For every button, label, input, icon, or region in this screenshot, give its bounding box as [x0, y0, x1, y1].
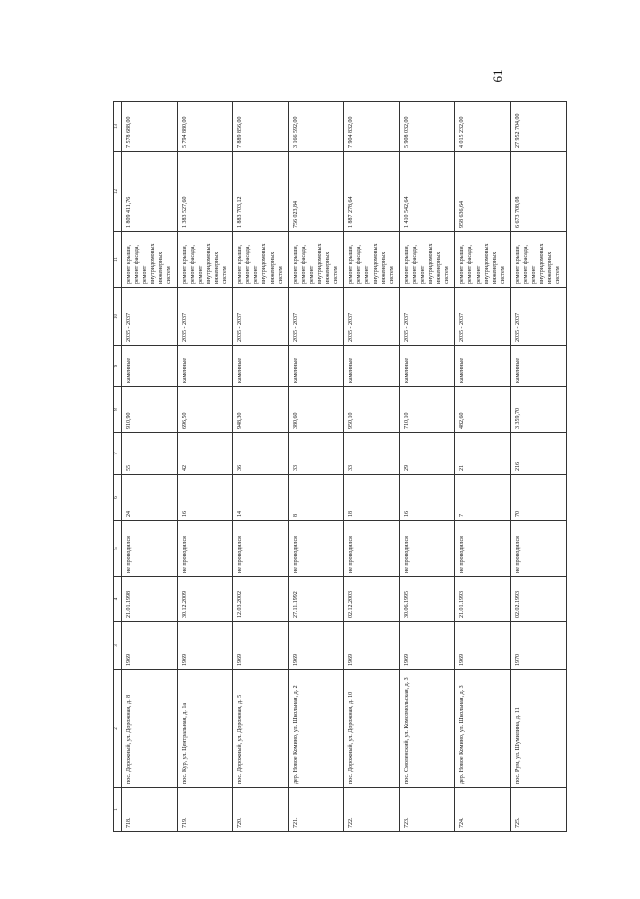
period-cell: 2035 - 2037: [344, 288, 400, 346]
year-cell: 1970: [510, 622, 566, 670]
area-cell: 948,30: [233, 387, 289, 433]
works-cell: ремонт крыши, ремонт фасада, ремонт внутридомовых инженерных систем: [455, 232, 511, 288]
period-cell: 2035 - 2037: [233, 288, 289, 346]
col13-amount-cell: 5 908 032,00: [399, 102, 455, 152]
col6-cell: 18: [344, 475, 400, 521]
survey-cell: не проводился: [510, 521, 566, 577]
header-cell: 13: [114, 102, 122, 152]
row-number: 724.: [455, 788, 511, 832]
period-cell: 2035 - 2037: [455, 288, 511, 346]
header-cell: 8: [114, 387, 122, 433]
col7-cell: 216: [510, 433, 566, 475]
row-number: 723.: [399, 788, 455, 832]
survey-cell: не проводился: [455, 521, 511, 577]
header-cell: 10: [114, 288, 122, 346]
col7-cell: 29: [399, 433, 455, 475]
col7-cell: 55: [122, 433, 178, 475]
date-cell: 30.12.2009: [177, 577, 233, 622]
row-number: 725.: [510, 788, 566, 832]
col13-amount-cell: 5 794 880,00: [177, 102, 233, 152]
year-cell: 1969: [455, 622, 511, 670]
survey-cell: не проводился: [288, 521, 344, 577]
material-cell: каменные: [510, 346, 566, 387]
row-number: 721.: [288, 788, 344, 832]
header-cell: 5: [114, 521, 122, 577]
col6-cell: 70: [510, 475, 566, 521]
address-cell: пос. Дорожный, ул. Дорожная, д. 10: [344, 670, 400, 788]
works-cell: ремонт крыши, ремонт фасада, ремонт внутридомовых инженерных систем: [399, 232, 455, 288]
area-cell: 950,10: [344, 387, 400, 433]
survey-cell: не проводился: [344, 521, 400, 577]
works-cell: ремонт крыши, ремонт фасада, ремонт внутридомовых инженерных систем: [288, 232, 344, 288]
address-cell: дер. Новое Комино, ул. Школьная, д. 2: [288, 670, 344, 788]
address-cell: пос. Кур, ул. Центральная, д. 1а: [177, 670, 233, 788]
col13-amount-cell: 4 015 232,00: [455, 102, 511, 152]
col7-cell: 42: [177, 433, 233, 475]
material-cell: каменные: [122, 346, 178, 387]
survey-cell: не проводился: [177, 521, 233, 577]
col12-amount-cell: 1 883 703,12: [233, 152, 289, 232]
row-number: 718.: [122, 788, 178, 832]
header-cell: 3: [114, 622, 122, 670]
year-cell: 1969: [233, 622, 289, 670]
material-cell: каменные: [233, 346, 289, 387]
material-cell: каменные: [288, 346, 344, 387]
rotated-table-container: [113, 102, 562, 832]
col6-cell: 14: [233, 475, 289, 521]
date-cell: 02.12.2003: [344, 577, 400, 622]
header-cell: 11: [114, 232, 122, 288]
area-cell: 380,60: [288, 387, 344, 433]
survey-cell: не проводился: [399, 521, 455, 577]
date-cell: 30.06.1995: [399, 577, 455, 622]
col12-amount-cell: 958 636,64: [455, 152, 511, 232]
table-row: [399, 102, 455, 832]
works-cell: ремонт крыши, ремонт фасада, ремонт внутридомовых инженерных систем: [510, 232, 566, 288]
address-cell: пос. Дорожный, ул. Дорожная, д. 5: [233, 670, 289, 788]
survey-cell: не проводился: [233, 521, 289, 577]
col7-cell: 33: [344, 433, 400, 475]
header-cell: 2: [114, 670, 122, 788]
address-cell: пос. Дорожный, ул. Дорожная, д. 8: [122, 670, 178, 788]
area-cell: 710,10: [399, 387, 455, 433]
header-cell: 1: [114, 788, 122, 832]
header-cell: 9: [114, 346, 122, 387]
col13-amount-cell: 7 578 688,00: [122, 102, 178, 152]
works-cell: ремонт крыши, ремонт фасада, ремонт внутридомовых инженерных систем: [344, 232, 400, 288]
works-cell: ремонт крыши, ремонт фасада, ремонт внутридомовых инженерных систем: [177, 232, 233, 288]
row-number: 719.: [177, 788, 233, 832]
header-cell: 7: [114, 433, 122, 475]
col6-cell: 16: [177, 475, 233, 521]
works-cell: ремонт крыши, ремонт фасада, ремонт внутридомовых инженерных систем: [233, 232, 289, 288]
page-number: 61: [490, 69, 505, 83]
col6-cell: 8: [288, 475, 344, 521]
material-cell: каменные: [177, 346, 233, 387]
col12-amount-cell: 1 383 527,60: [177, 152, 233, 232]
period-cell: 2035 - 2037: [122, 288, 178, 346]
table-row: [344, 102, 400, 832]
row-number: 720.: [233, 788, 289, 832]
date-cell: 12.03.2002: [233, 577, 289, 622]
works-cell: ремонт крыши, ремонт фасада, ремонт внутридомовых инженерных систем: [122, 232, 178, 288]
date-cell: 27.11.1992: [288, 577, 344, 622]
date-cell: 21.01.1993: [455, 577, 511, 622]
table-row: [510, 102, 566, 832]
col6-cell: 7: [455, 475, 511, 521]
col7-cell: 21: [455, 433, 511, 475]
col12-amount-cell: 756 023,84: [288, 152, 344, 232]
survey-cell: не проводился: [122, 521, 178, 577]
year-cell: 1969: [122, 622, 178, 670]
header-cell: 12: [114, 152, 122, 232]
col13-amount-cell: 7 889 856,00: [233, 102, 289, 152]
period-cell: 2035 - 2037: [510, 288, 566, 346]
material-cell: каменные: [455, 346, 511, 387]
period-cell: 2035 - 2037: [177, 288, 233, 346]
col13-amount-cell: 3 166 592,00: [288, 102, 344, 152]
table-row: [288, 102, 344, 832]
date-cell: 02.02.1993: [510, 577, 566, 622]
table-row: [455, 102, 511, 832]
table-row: [233, 102, 289, 832]
col12-amount-cell: 6 673 708,08: [510, 152, 566, 232]
area-cell: 910,90: [122, 387, 178, 433]
area-cell: 482,60: [455, 387, 511, 433]
period-cell: 2035 - 2037: [288, 288, 344, 346]
material-cell: каменные: [344, 346, 400, 387]
address-cell: пос. Смоленский, ул. Комсомольская, д. 3: [399, 670, 455, 788]
material-cell: каменные: [399, 346, 455, 387]
area-cell: 696,50: [177, 387, 233, 433]
row-number: 722.: [344, 788, 400, 832]
table-row: [122, 102, 178, 832]
table-row: [177, 102, 233, 832]
area-cell: 3 359,70: [510, 387, 566, 433]
col12-amount-cell: 1 887 278,64: [344, 152, 400, 232]
col13-amount-cell: 7 904 832,00: [344, 102, 400, 152]
year-cell: 1969: [177, 622, 233, 670]
col12-amount-cell: 1 809 411,76: [122, 152, 178, 232]
address-cell: дер. Новое Комино, ул. Школьная, д. 3: [455, 670, 511, 788]
col6-cell: 24: [122, 475, 178, 521]
year-cell: 1969: [288, 622, 344, 670]
col7-cell: 36: [233, 433, 289, 475]
col13-amount-cell: 27 952 704,00: [510, 102, 566, 152]
header-cell: 4: [114, 577, 122, 622]
address-cell: пос. Рум, ул. Шумилина, д. 11: [510, 670, 566, 788]
year-cell: 1969: [344, 622, 400, 670]
col7-cell: 33: [288, 433, 344, 475]
year-cell: 1969: [399, 622, 455, 670]
housing-repair-table: [113, 101, 567, 832]
col6-cell: 16: [399, 475, 455, 521]
header-cell: 6: [114, 475, 122, 521]
date-cell: 21.01.1998: [122, 577, 178, 622]
col12-amount-cell: 1 410 542,64: [399, 152, 455, 232]
period-cell: 2035 - 2037: [399, 288, 455, 346]
column-number-header-row: [114, 102, 122, 832]
